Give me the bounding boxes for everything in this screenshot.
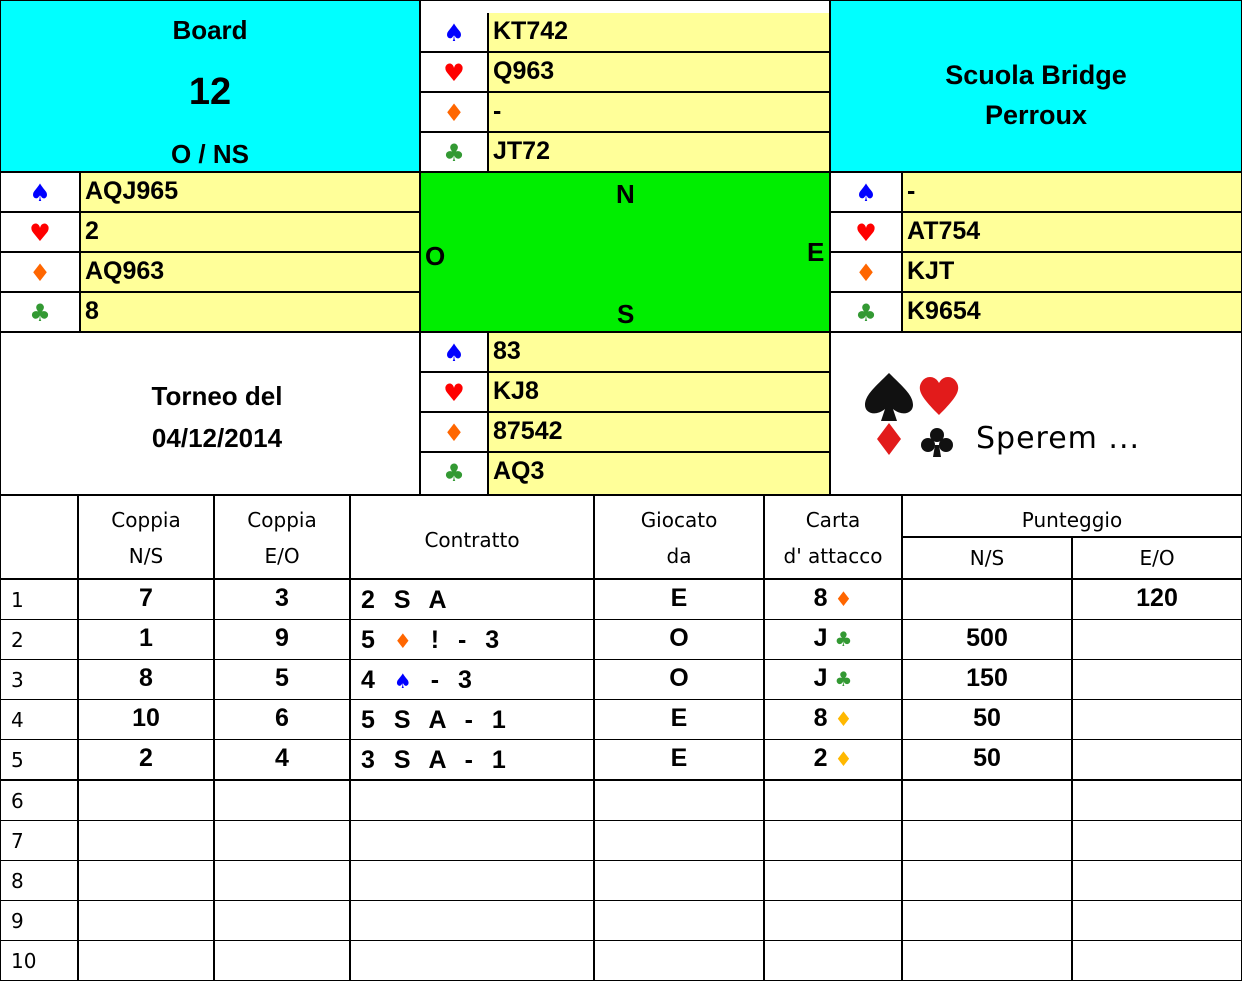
header-coppia-ns-line1: Coppia — [111, 508, 181, 532]
tournament-date: 04/12/2014 — [151, 423, 283, 453]
played-by-cell: O — [594, 619, 764, 660]
north-hearts: Q963 — [488, 52, 830, 92]
pair-ns-cell — [78, 820, 214, 861]
opening-lead-cell — [764, 860, 902, 901]
east-heart-icon: ♥ — [830, 212, 902, 252]
score-eo-cell — [1072, 940, 1242, 981]
row-number-cell: 8 — [0, 860, 78, 901]
pair-ns-cell — [78, 780, 214, 821]
lead-card-rank: 8 — [813, 704, 835, 733]
pair-eo-cell — [214, 780, 350, 821]
contract-cell — [350, 940, 594, 981]
played-by-cell — [594, 780, 764, 821]
south-hearts: KJ8 — [488, 372, 830, 412]
header-giocato-line2: da — [666, 544, 692, 568]
opening-lead-cell — [764, 619, 902, 660]
contract-level: 4 — [361, 666, 381, 695]
opening-lead-cell — [764, 820, 902, 861]
score-eo-cell — [1072, 619, 1242, 660]
opening-lead-cell — [764, 579, 902, 620]
lead-card-rank: 8 — [813, 584, 835, 612]
played-by-cell — [594, 820, 764, 861]
pair-eo-cell: 4 — [214, 739, 350, 780]
north-spade-icon: ♠ — [420, 12, 488, 52]
header-coppia-eo-line1: Coppia — [247, 508, 317, 532]
tournament-label: Torneo del — [151, 381, 283, 411]
header-giocato-line1: Giocato — [640, 508, 718, 532]
pair-eo-cell — [214, 940, 350, 981]
south-diamonds: 87542 — [488, 412, 830, 452]
opening-lead-cell — [764, 739, 902, 780]
pair-ns-cell: 8 — [78, 659, 214, 700]
pair-ns-cell — [78, 940, 214, 981]
header-coppia-eo — [214, 495, 350, 579]
header-carta-attacco — [764, 495, 902, 579]
lead-suit-icon: ♦ — [834, 587, 853, 611]
contract-result: ! - 3 — [430, 626, 506, 655]
opening-lead-cell — [764, 940, 902, 981]
row-number-cell: 9 — [0, 900, 78, 941]
row-number-cell: 2 — [0, 619, 78, 660]
north-clubs: JT72 — [488, 132, 830, 172]
pair-eo-cell: 6 — [214, 699, 350, 740]
score-ns-cell — [902, 860, 1072, 901]
lead-suit-icon: ♦ — [834, 707, 853, 732]
pair-ns-cell — [78, 860, 214, 901]
contract-cell — [350, 579, 594, 620]
south-heart-icon: ♥ — [420, 372, 488, 412]
pair-eo-cell: 5 — [214, 659, 350, 700]
header-contratto-label: Contratto — [424, 528, 520, 552]
north-club-icon: ♣ — [420, 132, 488, 172]
score-eo-cell — [1072, 860, 1242, 901]
east-clubs: K9654 — [902, 292, 1242, 332]
pair-eo-cell — [214, 860, 350, 901]
contract-level: 5 S A - 1 — [361, 706, 512, 735]
header-coppia-eo-line2: E/O — [264, 544, 300, 568]
pair-eo-cell: 3 — [214, 579, 350, 620]
score-ns-cell: 50 — [902, 699, 1072, 740]
row-number-cell: 1 — [0, 579, 78, 620]
west-club-icon: ♣ — [0, 292, 80, 332]
tournament-panel — [0, 332, 420, 495]
west-diamond-icon: ♦ — [0, 252, 80, 292]
south-diamond-icon: ♦ — [420, 412, 488, 452]
score-eo-cell — [1072, 699, 1242, 740]
club-name: Scuola Bridge Perroux — [945, 60, 1127, 130]
score-ns-cell: 500 — [902, 619, 1072, 660]
played-by-cell: O — [594, 659, 764, 700]
contract-suit-icon: ♦ — [380, 629, 431, 654]
lead-suit-icon: ♦ — [834, 747, 853, 772]
lead-suit-icon: ♣ — [834, 667, 853, 692]
score-eo-cell: 120 — [1072, 579, 1242, 620]
score-ns-cell: 50 — [902, 739, 1072, 780]
contract-result: - 3 — [430, 666, 478, 695]
score-ns-cell — [902, 940, 1072, 981]
pair-ns-cell: 10 — [78, 699, 214, 740]
south-club-icon: ♣ — [420, 452, 488, 495]
west-hearts: 2 — [80, 212, 420, 252]
score-ns-cell — [902, 780, 1072, 821]
header-carta-line2: d' attacco — [783, 544, 883, 568]
pair-ns-cell: 1 — [78, 619, 214, 660]
score-ns-cell — [902, 820, 1072, 861]
opening-lead-cell — [764, 659, 902, 700]
score-eo-cell — [1072, 900, 1242, 941]
contract-cell — [350, 780, 594, 821]
north-diamond-icon: ♦ — [420, 92, 488, 132]
north-heart-icon: ♥ — [420, 52, 488, 92]
logo-panel — [830, 332, 1242, 495]
contract-cell — [350, 699, 594, 740]
score-eo-cell — [1072, 739, 1242, 780]
logo-suits-icon — [861, 369, 971, 469]
header-punt-ns-label: N/S — [969, 546, 1005, 570]
header-punteggio-eo — [1072, 537, 1242, 579]
east-diamonds: KJT — [902, 252, 1242, 292]
played-by-cell — [594, 860, 764, 901]
row-number-cell: 7 — [0, 820, 78, 861]
east-spades: - — [902, 172, 1242, 212]
west-spades: AQJ965 — [80, 172, 420, 212]
contract-cell — [350, 860, 594, 901]
logo-text: Sperem ... — [976, 421, 1141, 456]
row-number-cell: 10 — [0, 940, 78, 981]
compass-east: E — [807, 237, 825, 267]
score-eo-cell — [1072, 780, 1242, 821]
header-punteggio-ns — [902, 537, 1072, 579]
played-by-cell — [594, 900, 764, 941]
contract-suit-icon: ♠ — [380, 669, 431, 694]
west-heart-icon: ♥ — [0, 212, 80, 252]
lead-suit-icon: ♣ — [834, 627, 853, 652]
lead-card-rank: 2 — [813, 744, 835, 773]
south-spades: 83 — [488, 332, 830, 372]
contract-level: 5 — [361, 626, 381, 655]
south-clubs: AQ3 — [488, 452, 830, 495]
east-club-icon: ♣ — [830, 292, 902, 332]
header-blank — [0, 495, 78, 579]
header-carta-line1: Carta — [805, 508, 861, 532]
pair-eo-cell — [214, 900, 350, 941]
pair-ns-cell: 2 — [78, 739, 214, 780]
west-clubs: 8 — [80, 292, 420, 332]
pair-ns-cell: 7 — [78, 579, 214, 620]
compass-north: N — [616, 179, 635, 209]
header-coppia-ns — [78, 495, 214, 579]
score-ns-cell: 150 — [902, 659, 1072, 700]
east-spade-icon: ♠ — [830, 172, 902, 212]
board-info-panel — [0, 0, 420, 172]
pair-eo-cell — [214, 820, 350, 861]
board-number: 12 — [188, 71, 232, 113]
contract-cell — [350, 619, 594, 660]
played-by-cell: E — [594, 699, 764, 740]
east-hearts: AT754 — [902, 212, 1242, 252]
north-top-spacer — [420, 0, 830, 13]
lead-card-rank: J — [813, 664, 835, 693]
board-label: Board — [172, 15, 248, 45]
opening-lead-cell — [764, 900, 902, 941]
header-punteggio — [902, 495, 1242, 537]
south-spade-icon: ♠ — [420, 332, 488, 372]
row-number-cell: 5 — [0, 739, 78, 780]
east-diamond-icon: ♦ — [830, 252, 902, 292]
played-by-cell: E — [594, 739, 764, 780]
west-diamonds: AQ963 — [80, 252, 420, 292]
score-ns-cell — [902, 579, 1072, 620]
row-number-cell: 6 — [0, 780, 78, 821]
compass-table — [420, 172, 830, 332]
pair-eo-cell: 9 — [214, 619, 350, 660]
west-spade-icon: ♠ — [0, 172, 80, 212]
contract-cell — [350, 820, 594, 861]
opening-lead-cell — [764, 699, 902, 740]
contract-level: 3 S A - 1 — [361, 746, 512, 775]
row-number-cell: 4 — [0, 699, 78, 740]
contract-level: 2 S A — [361, 586, 453, 614]
pair-ns-cell — [78, 900, 214, 941]
results-table — [0, 495, 1242, 980]
lead-card-rank: J — [813, 624, 835, 653]
north-diamonds: - — [488, 92, 830, 132]
row-number-cell: 3 — [0, 659, 78, 700]
played-by-cell: E — [594, 579, 764, 620]
north-spades: KT742 — [488, 12, 830, 52]
opening-lead-cell — [764, 780, 902, 821]
compass-south: S — [617, 299, 635, 329]
header-punteggio-label: Punteggio — [1021, 508, 1123, 532]
contract-cell — [350, 900, 594, 941]
dealer-vulnerability: O / NS — [170, 139, 249, 169]
score-eo-cell — [1072, 820, 1242, 861]
header-contratto — [350, 495, 594, 579]
contract-cell — [350, 659, 594, 700]
header-punt-eo-label: E/O — [1139, 546, 1175, 570]
played-by-cell — [594, 940, 764, 981]
header-giocato-da — [594, 495, 764, 579]
compass-west: O — [425, 241, 446, 271]
club-name-panel — [830, 0, 1242, 172]
contract-cell — [350, 739, 594, 780]
header-coppia-ns-line2: N/S — [128, 544, 164, 568]
score-ns-cell — [902, 900, 1072, 941]
score-eo-cell — [1072, 659, 1242, 700]
